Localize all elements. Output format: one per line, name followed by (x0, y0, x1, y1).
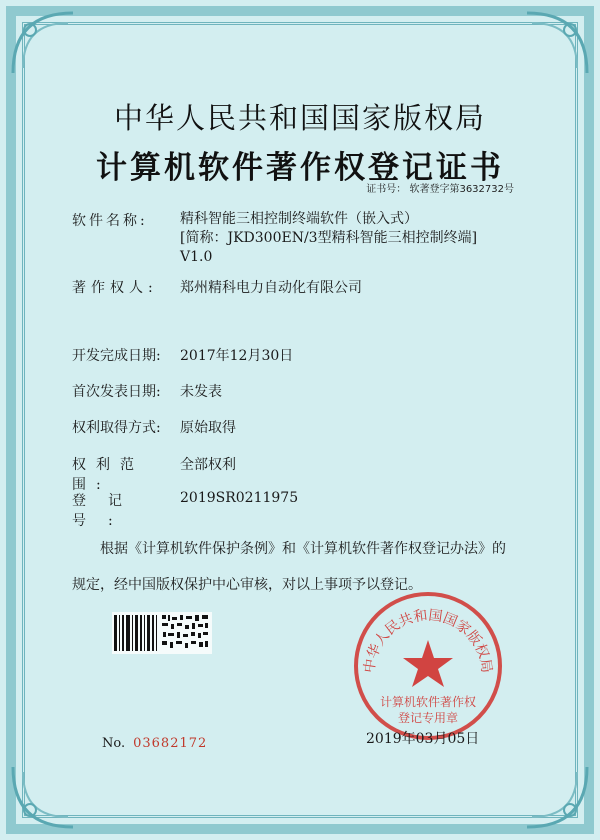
star-icon (403, 640, 453, 687)
detail-value: 全部权利 (180, 457, 236, 473)
detail-row (72, 345, 294, 365)
certificate-number (366, 180, 514, 195)
detail-label: 开发完成日期: (72, 348, 161, 364)
detail-row (72, 454, 236, 494)
corner-ornament-icon (8, 8, 78, 78)
serial-value: 03682172 (133, 736, 208, 751)
corner-ornament-icon (522, 762, 592, 832)
detail-label: 登记号: (72, 493, 144, 529)
detail-row (72, 490, 299, 530)
serial-label: No. (102, 736, 126, 751)
detail-value: 未发表 (180, 384, 222, 400)
software-short-name: [简称：JKD300EN/3型精科智能三相控制终端] (180, 230, 478, 246)
detail-row (72, 417, 236, 437)
issuer-heading: 中华人民共和国国家版权局 (113, 101, 486, 135)
seal-line-2: 登记专用章 (397, 711, 459, 725)
seal-line-1: 计算机软件著作权 (379, 695, 477, 709)
copyright-owner-label: 著作权人: (72, 280, 158, 296)
detail-row (72, 381, 222, 401)
body-text-line: 规定，经中国版权保护中心审核，对以上事项予以登记。 (72, 577, 422, 593)
seal-arc-text: 中华人民共和国国家版权局 (361, 607, 495, 674)
software-name-field (72, 210, 478, 265)
software-name-label: 软件名称: (72, 213, 148, 229)
corner-ornament-icon (522, 8, 592, 78)
cert-no-label: 证书号： (366, 184, 407, 195)
detail-label: 权利取得方式: (72, 420, 161, 436)
official-seal (352, 590, 504, 742)
corner-ornament-icon (8, 762, 78, 832)
copyright-owner-value: 郑州精科电力自动化有限公司 (180, 280, 362, 296)
copyright-owner-field (72, 277, 362, 297)
body-text-line: 根据《计算机软件保护条例》和《计算机软件著作权登记办法》的 (100, 541, 506, 557)
issue-date: 2019年03月05日 (366, 731, 480, 747)
software-version: V1.0 (180, 249, 213, 265)
detail-label: 权利范围: (72, 457, 144, 493)
barcode-icon (112, 612, 212, 654)
certificate-title: 计算机软件著作权登记证书 (96, 150, 504, 186)
cert-no-value: 软著登字第3632732号 (409, 184, 514, 195)
detail-value: 2017年12月30日 (180, 348, 294, 364)
software-name-value: 精科智能三相控制终端软件（嵌入式） (180, 211, 418, 227)
detail-value: 2019SR0211975 (180, 490, 299, 506)
serial-number (102, 736, 207, 751)
detail-value: 原始取得 (180, 420, 236, 436)
detail-label: 首次发表日期: (72, 384, 161, 400)
